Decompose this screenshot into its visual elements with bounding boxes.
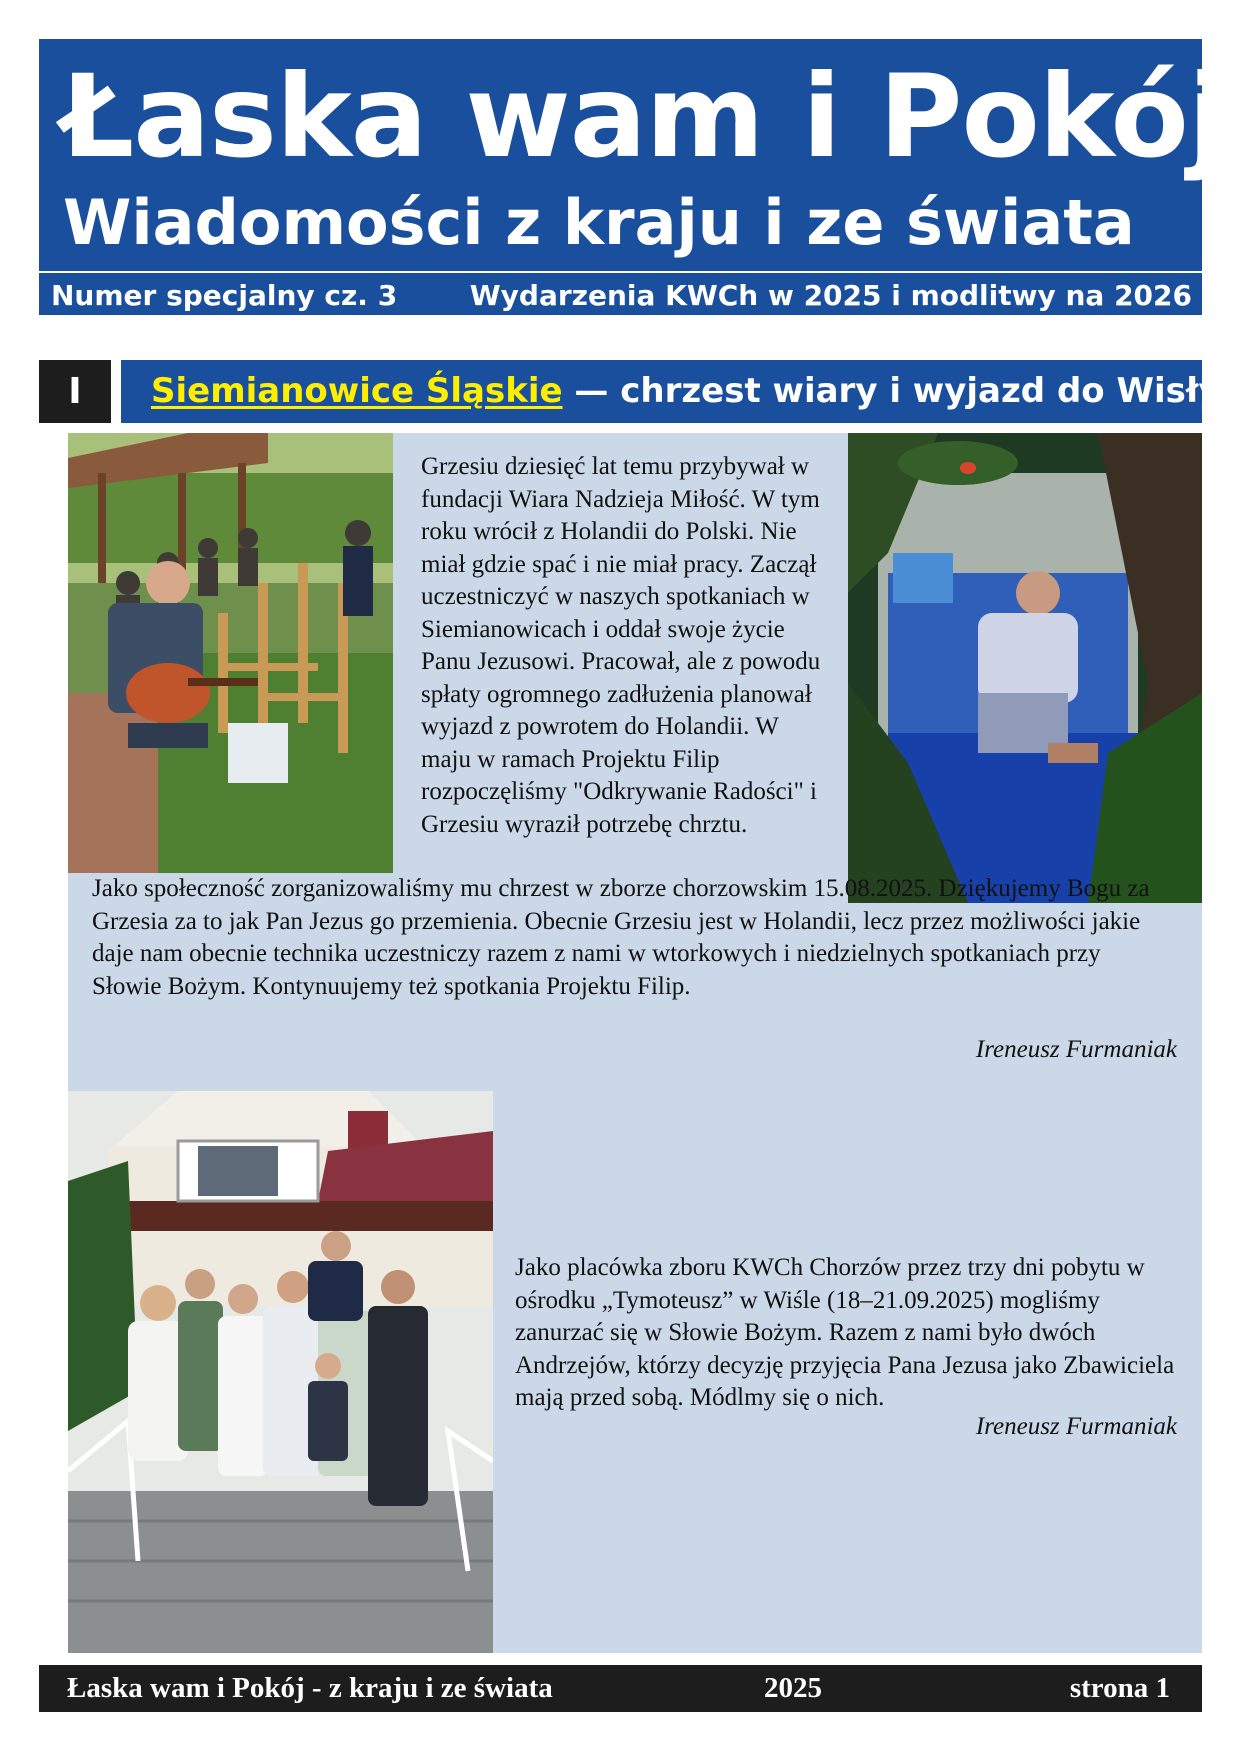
photo-baptism [848, 433, 1202, 903]
article1-signature: Ireneusz Furmaniak [975, 1036, 1177, 1063]
article2-signature: Ireneusz Furmaniak [975, 1413, 1177, 1440]
footer-title: Łaska wam i Pokój - z kraju i ze świata [67, 1672, 553, 1704]
newsletter-subtitle: Wiadomości z kraju i ze świata [63, 186, 1135, 259]
issue-topic: Wydarzenia KWCh w 2025 i modlitwy na 2026 [469, 279, 1192, 312]
section-title: — chrzest wiary i wyjazd do Wisły [562, 371, 1221, 411]
newsletter-title: Łaska wam i Pokój [61, 50, 1226, 183]
section-place-link[interactable]: Siemianowice Śląskie [151, 371, 563, 411]
section-number: I [39, 360, 111, 423]
section-heading [121, 360, 1221, 423]
photo-group-wisla [68, 1091, 493, 1653]
issue-label: Numer specjalny cz. 3 [51, 279, 398, 312]
baptism-image [848, 433, 1202, 903]
footer-year: 2025 [764, 1672, 822, 1704]
photo-garden-meeting [68, 433, 393, 873]
garden-meeting-image [68, 433, 393, 873]
group-photo-image [68, 1091, 493, 1653]
article2-paragraph: Jako placówka zboru KWCh Chorzów przez trzy dni pobytu w ośrodku „Tymoteusz” w Wiśle (18–21.09.2025) mogliśmy zanurzać się w Słowie Bożym. Razem z nami było dwóch Andrzejów, którzy decyzję przyjęcia Pana Jezusa jako Zbawiciela mają przed sobą. Módlmy się o nich. [515, 1254, 1175, 1411]
article1-paragraph-full: Jako społeczność zorganizowaliśmy mu chrzest w zborze chorzowskim 15.08.2025. Dziękujemy Bogu za Grzesia za to jak Pan Jezus go przemienia. Obecnie Grzesiu jest w Holandii, lecz przez możliwości jakie daje nam obecnie technika uczestniczy razem z nami w wtorkowych i niedzielnych spotkaniach przy Słowie Bożym. Kontynuujemy też spotkania Projektu Filip. [92, 875, 1150, 1000]
masthead [39, 39, 1226, 315]
page-footer [39, 1665, 1202, 1712]
article1-paragraph-column: Grzesiu dziesięć lat temu przybywał w fundacji Wiara Nadzieja Miłość. W tym roku wrócił z Holandii do Polski. Nie miał gdzie spać i nie miał pracy. Zaczął uczestniczyć w naszych spotkaniach w Siemianowicach i oddał swoje życie Panu Jezusowi. Pracował, ale z powodu spłaty ogromnego zadłużenia planował wyjazd z powrotem do Holandii. W maju w ramach Projektu Filip rozpoczęliśmy "Odkrywanie Radości" i Grzesiu wyraził potrzebę chrztu. [421, 453, 821, 838]
masthead-divider [39, 271, 1202, 273]
footer-page-number: strona 1 [1069, 1672, 1170, 1704]
